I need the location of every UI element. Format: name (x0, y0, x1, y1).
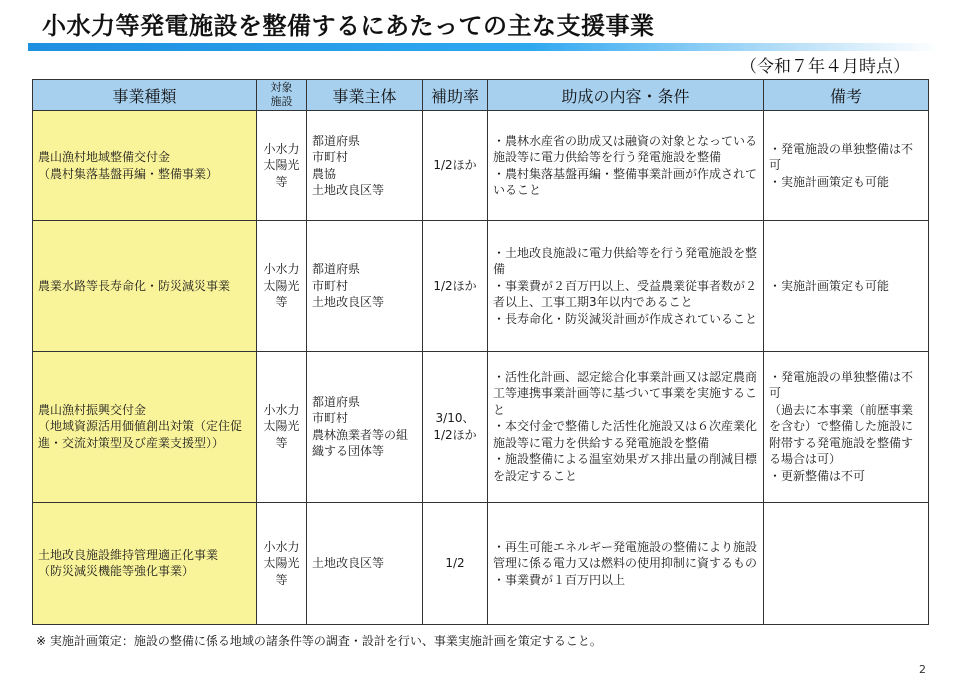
table-row (33, 502, 929, 624)
page-title: 小水力等発電施設を整備するにあたっての主な支援事業 (42, 12, 655, 40)
remark-item: （過去に本事業（前歴事業を含む）で整備した施設に附帯する発電施設を整備する場合は可） (769, 402, 914, 467)
program-name: 農業水路等長寿命化・防災減災事業 (33, 221, 257, 352)
table-row (33, 351, 929, 502)
header-remarks: 備考 (764, 80, 929, 111)
content-item: ・事業費が２百万円以上、受益農業従事者数が２者以上、工事工期3年以内であること (493, 278, 758, 310)
remark-item: ・発電施設の単独整備は不可 (769, 369, 914, 401)
header-entity: 事業主体 (307, 80, 423, 111)
content-item: ・長寿命化・防災減災計画が作成されていること (493, 311, 758, 326)
footnote: ※ 実施計画策定：施設の整備に係る地域の諸条件等の調査・設計を行い、事業実施計画を策定すること。 (36, 634, 602, 648)
program-name: 土地改良施設維持管理適正化事業 （防災減災機能等強化事業） (33, 502, 257, 624)
content-item: ・再生可能エネルギー発電施設の整備により施設管理に係る電力又は燃料の使用抑制に資するもの (493, 539, 758, 571)
remark-item: ・実施計画策定も可能 (769, 174, 890, 189)
header-target: 対象 施設 (257, 80, 307, 111)
header-type: 事業種類 (33, 80, 257, 111)
remarks (764, 111, 929, 221)
remarks (764, 221, 929, 352)
content-conditions (488, 111, 764, 221)
program-name: 農山漁村地域整備交付金 （農村集落基盤再編・整備事業） (33, 111, 257, 221)
content-item: ・土地改良施設に電力供給等を行う発電施設を整備 (493, 245, 758, 277)
content-item: ・農村集落基盤再編・整備事業計画が作成されていること (493, 166, 758, 198)
support-programs-table (32, 79, 929, 625)
header-rate: 補助率 (423, 80, 488, 111)
target-facilities: 小水力 太陽光 等 (257, 351, 307, 502)
remarks (764, 351, 929, 502)
subsidy-rate: 3/10、 1/2ほか (423, 351, 488, 502)
subsidy-rate: 1/2 (423, 502, 488, 624)
subsidy-rate: 1/2ほか (423, 221, 488, 352)
implementing-entities: 都道府県 市町村 土地改良区等 (307, 221, 423, 352)
content-conditions (488, 351, 764, 502)
content-conditions (488, 221, 764, 352)
date-note: （令和７年４月時点） (740, 57, 910, 77)
header-content: 助成の内容・条件 (488, 80, 764, 111)
subsidy-rate: 1/2ほか (423, 111, 488, 221)
table-header-row (33, 80, 929, 111)
content-conditions (488, 502, 764, 624)
target-facilities: 小水力 太陽光 等 (257, 221, 307, 352)
content-item: ・事業費が１百万円以上 (493, 572, 626, 587)
implementing-entities: 都道府県 市町村 農協 土地改良区等 (307, 111, 423, 221)
content-item: ・施設整備による温室効果ガス排出量の削減目標を設定すること (493, 452, 758, 483)
target-facilities: 小水力 太陽光 等 (257, 111, 307, 221)
remark-item: ・発電施設の単独整備は不可 (769, 141, 914, 173)
content-item: ・本交付金で整備した活性化施設又は６次産業化施設等に電力を供給する発電施設を整備 (493, 419, 758, 450)
target-facilities: 小水力 太陽光 等 (257, 502, 307, 624)
implementing-entities: 都道府県 市町村 農林漁業者等の組織する団体等 (307, 351, 423, 502)
page-number: 2 (919, 663, 926, 676)
table-row (33, 111, 929, 221)
program-name: 農山漁村振興交付金 （地域資源活用価値創出対策（定住促進・交流対策型及び産業支援型）） (33, 351, 257, 502)
content-item: ・活性化計画、認定総合化事業計画又は認定農商工等連携事業計画等に基づいて事業を実施すること (493, 369, 758, 417)
remarks (764, 502, 929, 624)
remark-item: ・更新整備は不可 (769, 468, 866, 483)
implementing-entities: 土地改良区等 (307, 502, 423, 624)
content-item: ・農林水産省の助成又は融資の対象となっている施設等に電力供給等を行う発電施設を整備 (493, 133, 758, 165)
remark-item: ・実施計画策定も可能 (769, 278, 890, 293)
table-row (33, 221, 929, 352)
title-underline-bar (28, 43, 940, 51)
